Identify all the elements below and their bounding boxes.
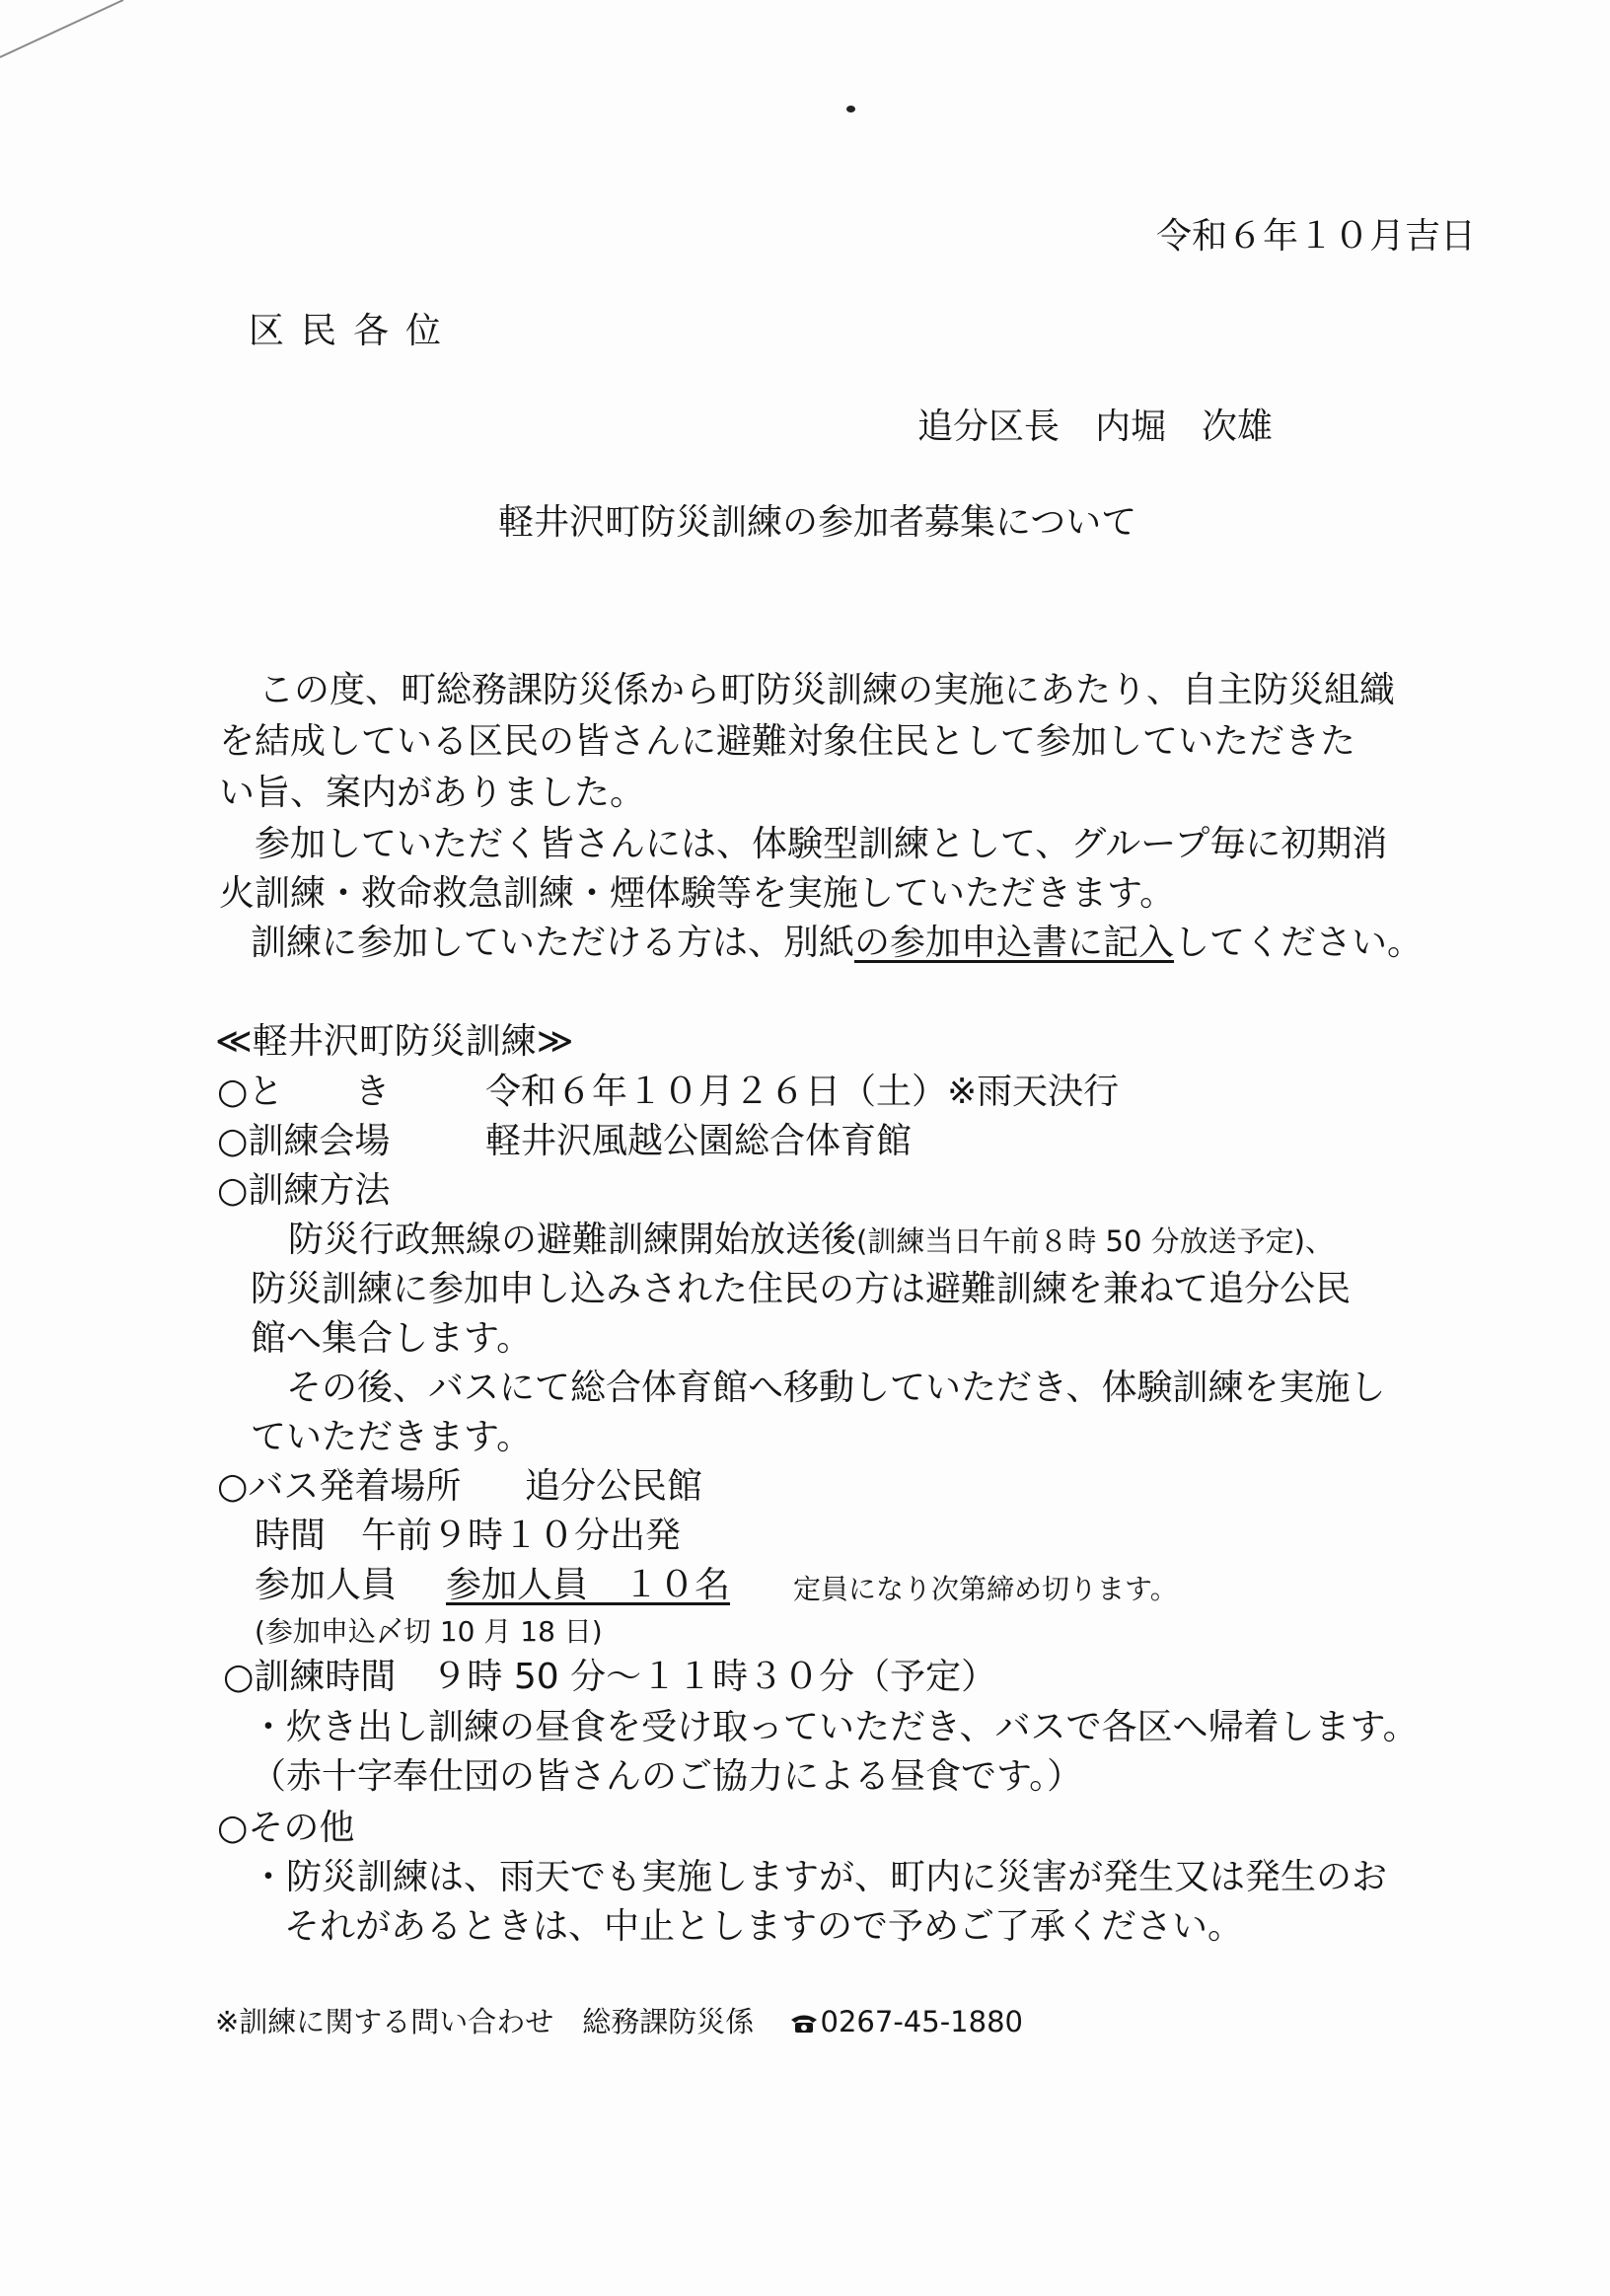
intro-line: い旨、案内がありました。 — [219, 773, 646, 813]
other-line: ・防災訓練は、雨天でも実施しますが、町内に災害が発生又は発生のお — [251, 1857, 1388, 1897]
intro-line: この度、町総務課防災係から町防災訓練の実施にあたり、自主防災組織 — [258, 670, 1396, 710]
intro-line — [251, 923, 1424, 963]
document-date: 令和６年１０月吉日 — [1156, 216, 1477, 257]
document-title: 軽井沢町防災訓練の参加者募集について — [498, 502, 1137, 543]
phone-number: 0267-45-1880 — [820, 2005, 1023, 2038]
section-heading: ≪軽井沢町防災訓練≫ — [215, 1021, 574, 1062]
bus-label: ○バス発着場所 — [217, 1466, 462, 1507]
phone-icon — [789, 2010, 819, 2032]
lunch-line: ・炊き出し訓練の昼食を受け取っていただき、バスで各区へ帰着します。 — [251, 1707, 1419, 1747]
other-line: それがあるときは、中止としますので予めご了承ください。 — [284, 1906, 1244, 1947]
training-time: ○訓練時間 ９時 50 分～１１時３０分（予定） — [223, 1657, 997, 1697]
when-label: ○と き — [217, 1072, 391, 1112]
capacity-note: 定員になり次第締め切ります。 — [793, 1573, 1178, 1605]
venue-value: 軽井沢風越公園総合体育館 — [485, 1121, 913, 1161]
departure-time: 時間 午前９時１０分出発 — [255, 1516, 682, 1556]
lunch-line: （赤十字奉仕団の皆さんのご協力による昼食です。） — [251, 1756, 1083, 1797]
method-line: ていただきます。 — [251, 1417, 533, 1457]
bus-value: 追分公民館 — [525, 1466, 703, 1507]
sender: 追分区長 内堀 次雄 — [917, 407, 1274, 447]
intro-line: を結成している区民の皆さんに避難対象住民として参加していただきた — [219, 721, 1356, 762]
method-label: ○訓練方法 — [217, 1170, 391, 1211]
people-value: 参加人員 １０名 — [446, 1565, 731, 1605]
method-line: その後、バスにて総合体育館へ移動していただき、体験訓練を実施し — [286, 1368, 1386, 1408]
scan-artifact-line — [0, 0, 158, 59]
intro-text: 訓練に参加していただける方は、別紙 — [251, 923, 855, 963]
people-label: 参加人員 — [255, 1565, 398, 1605]
method-line: 館へ集合します。 — [251, 1318, 533, 1359]
application-form-link: の参加申込書に記入 — [854, 923, 1175, 963]
intro-text: してください。 — [1174, 923, 1424, 963]
inquiry-line — [215, 2005, 1023, 2038]
method-line: 防災訓練に参加申し込みされた住民の方は避難訓練を兼ねて追分公民 — [251, 1269, 1352, 1309]
other-label: ○その他 — [217, 1808, 355, 1848]
intro-line: 参加していただく皆さんには、体験型訓練として、グループ毎に初期消 — [255, 824, 1388, 864]
venue-label: ○訓練会場 — [217, 1121, 391, 1161]
scan-spot — [846, 106, 855, 112]
application-deadline: (参加申込〆切 10 月 18 日) — [255, 1615, 603, 1648]
method-line — [288, 1222, 1334, 1258]
method-text: 防災行政無線の避難訓練開始放送後 — [288, 1220, 857, 1260]
when-value: 令和６年１０月２６日（土）※雨天決行 — [485, 1072, 1120, 1112]
intro-line: 火訓練・救命救急訓練・煙体験等を実施していただきます。 — [219, 873, 1176, 914]
inquiry-text: ※訓練に関する問い合わせ 総務課防災係 — [215, 2005, 755, 2038]
recipient: 区民各位 — [249, 311, 459, 351]
broadcast-note: (訓練当日午前８時 50 分放送予定)、 — [856, 1224, 1334, 1258]
